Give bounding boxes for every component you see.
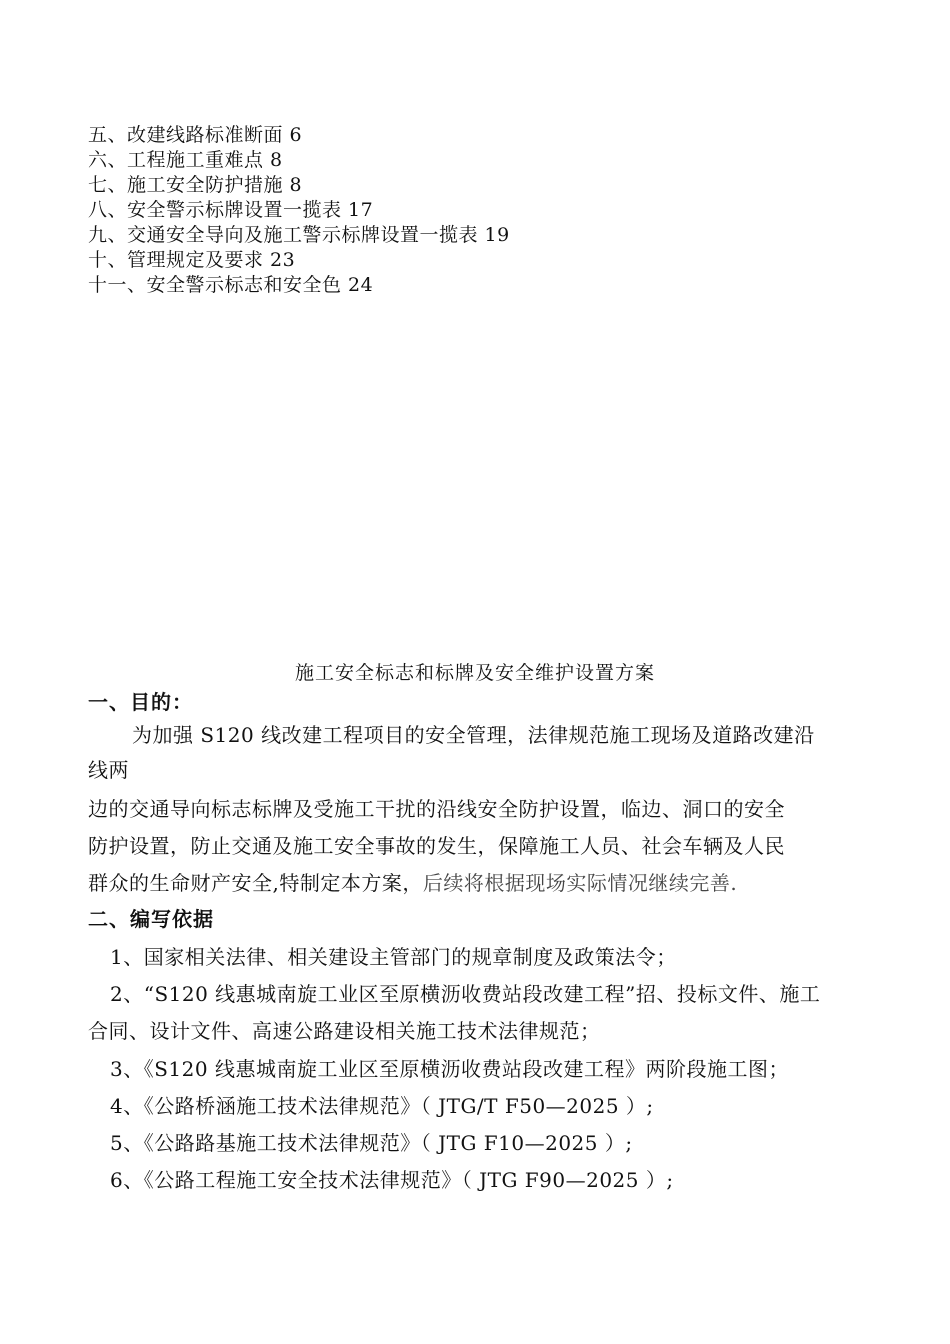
list-item: 4、《公路桥涵施工技术法律规范》（ JTG/T F50—2025 ）; [110,1094,654,1118]
paragraph-line [88,867,737,896]
toc-item[interactable]: 五、改建线路标准断面 6 [88,124,303,146]
toc-item[interactable]: 八、安全警示标牌设置一揽表 17 [88,199,374,221]
toc-item[interactable]: 十一、安全警示标志和安全色 24 [88,274,374,296]
list-item: 合同、设计文件、高速公路建设相关施工技术法律规范； [88,1019,601,1043]
list-item: 2、“S120 线惠城南旋工业区至原横沥收费站段改建工程”招、投标文件、施工 [110,982,821,1006]
list-item: 1、国家相关法律、相关建设主管部门的规章制度及政策法令； [110,945,677,969]
list-item: 3、《S120 线惠城南旋工业区至原横沥收费站段改建工程》两阶段施工图； [110,1057,789,1081]
toc-item[interactable]: 七、施工安全防护措施 8 [88,174,303,196]
paragraph-tail: 后续将根据现场实际情况继续完善. [422,871,738,895]
list-item: 6、《公路工程施工安全技术法律规范》（ JTG F90—2025 ）; [110,1168,674,1192]
toc-item[interactable]: 九、交通安全导向及施工警示标牌设置一揽表 19 [88,224,510,246]
paragraph-line: 为加强 S120 线改建工程项目的安全管理，法律规范施工现场及道路改建沿 [132,723,815,747]
paragraph-line: 防护设置，防止交通及施工安全事故的发生，保障施工人员、社会车辆及人民 [88,834,785,858]
toc-item[interactable]: 十、管理规定及要求 23 [88,249,296,271]
paragraph-line: 线两 [88,758,129,782]
list-item: 5、《公路路基施工技术法律规范》（ JTG F10—2025 ）; [110,1131,633,1155]
table-of-contents [88,123,510,298]
paragraph-line: 边的交通导向标志标牌及受施工干扰的沿线安全防护设置，临边、洞口的安全 [88,797,785,821]
section-heading-basis: 二、编写依据 [88,907,214,931]
document-title: 施工安全标志和标牌及安全维护设置方案 [294,662,655,684]
paragraph-text: 群众的生命财产安全,特制定本方案， [88,871,423,895]
toc-item[interactable]: 六、工程施工重难点 8 [88,149,283,171]
section-heading-purpose: 一、目的： [88,690,193,714]
